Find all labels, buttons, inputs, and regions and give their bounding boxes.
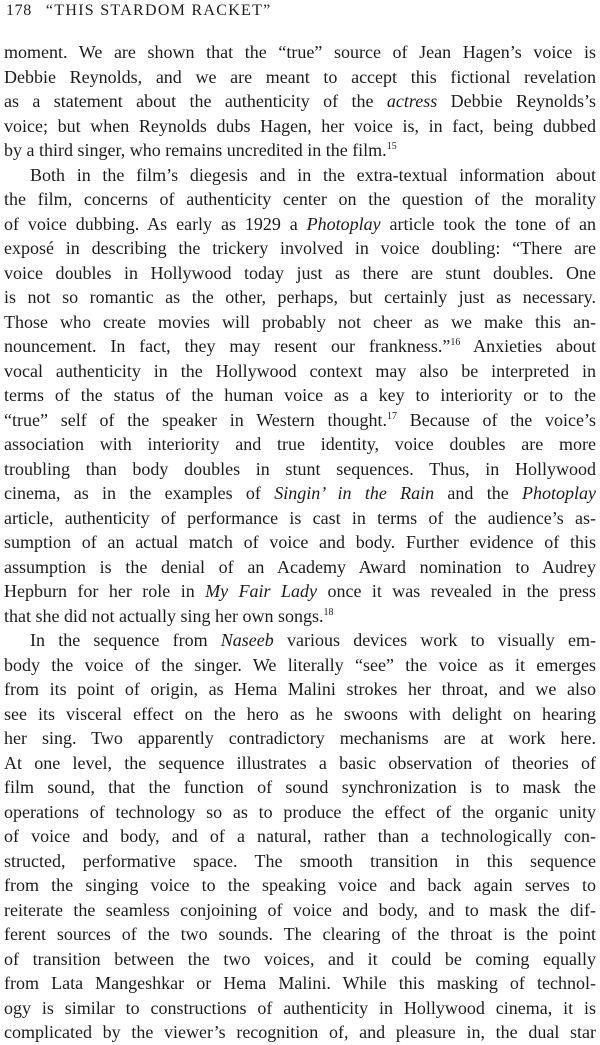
footnote-marker: 16 bbox=[450, 337, 461, 348]
text-line bbox=[4, 408, 596, 433]
text-segment: see its visceral effect on the hero as he swoons with delight on hearing bbox=[4, 703, 596, 724]
text-line bbox=[4, 457, 596, 482]
text-line bbox=[4, 334, 596, 359]
text-line bbox=[4, 261, 596, 286]
text-segment: her sing. Two apparently contradictory mechanisms are at work here. bbox=[4, 728, 596, 748]
text-segment: reiterate the seamless conjoining of voice and body, and to mask the dif- bbox=[4, 899, 596, 920]
italic-text: Naseeb bbox=[220, 630, 274, 650]
text-line bbox=[4, 163, 596, 188]
text-segment: sumption of an actual match of voice and body. Further evidence of this bbox=[4, 532, 596, 552]
text-line bbox=[4, 604, 596, 629]
text-segment: as a statement about the authenticity of the bbox=[4, 91, 387, 111]
text-line bbox=[4, 996, 596, 1021]
text-segment: Both in the film’s diegesis and in the extra-textual information about bbox=[30, 164, 596, 185]
italic-text: Photoplay bbox=[521, 483, 596, 503]
text-segment: article, authenticity of performance is cast in terms of the audience’s as- bbox=[4, 507, 596, 528]
text-segment: assumption is the denial of an Academy Award nomination to Audrey bbox=[4, 556, 596, 577]
text-segment: body the voice of the singer. We literally “see” the voice as it emerges bbox=[4, 654, 596, 675]
text-line bbox=[4, 212, 596, 237]
italic-text: Photoplay bbox=[306, 213, 381, 234]
text-line bbox=[4, 383, 596, 408]
text-line bbox=[4, 849, 596, 874]
footnote-marker: 17 bbox=[387, 410, 397, 422]
text-segment: exposé in describing the trickery involved in voice doubling: “There are bbox=[4, 238, 596, 258]
text-segment: article took the tone of an bbox=[380, 213, 596, 234]
text-line bbox=[4, 481, 596, 506]
text-segment: of transition between the two voices, and it could be coming equally bbox=[4, 948, 596, 969]
text-segment: “true” self of the speaker in Western thought. bbox=[4, 409, 387, 430]
text-segment: Debbie Reynolds’s bbox=[437, 91, 596, 111]
text-line bbox=[4, 432, 596, 457]
text-line bbox=[4, 702, 596, 727]
text-segment: At one level, the sequence illustrates a basic observation of theories of bbox=[4, 752, 596, 773]
page-header bbox=[6, 2, 272, 28]
text-line bbox=[4, 824, 596, 849]
text-line bbox=[4, 751, 596, 776]
text-line bbox=[4, 285, 596, 310]
text-segment: structed, performative space. The smooth transition in this sequence bbox=[4, 850, 596, 871]
text-segment: ferent sources of the two sounds. The clearing of the throat is the point bbox=[4, 924, 596, 944]
text-segment: the film, concerns of authenticity center on the question of the morality bbox=[4, 189, 596, 209]
text-segment: film sound, that the function of sound synchronization is to mask the bbox=[4, 777, 596, 797]
body-text bbox=[4, 40, 596, 1045]
text-line bbox=[4, 310, 596, 335]
text-segment: various devices work to visually em- bbox=[273, 630, 596, 650]
text-segment: ogy is similar to constructions of authenticity in Hollywood cinema, it is bbox=[4, 997, 596, 1018]
text-segment: of voice dubbing. As early as 1929 a bbox=[4, 213, 307, 234]
text-line bbox=[4, 187, 596, 212]
text-segment: In the sequence from bbox=[30, 630, 221, 650]
text-line bbox=[4, 653, 596, 678]
text-line bbox=[4, 530, 596, 555]
text-segment: Hepburn for her role in bbox=[4, 581, 206, 601]
text-segment: moment. We are shown that the “true” source of Jean Hagen’s voice is bbox=[4, 42, 596, 62]
text-segment: voice; but when Reynolds dubs Hagen, her voice is, in fact, being dubbed bbox=[4, 115, 596, 136]
text-segment: from the singing voice to the speaking voice and back again serves to bbox=[4, 875, 596, 895]
text-segment: vocal authenticity in the Hollywood context may also be interpreted in bbox=[4, 360, 596, 381]
italic-text: My Fair Lady bbox=[205, 581, 318, 601]
text-line bbox=[4, 40, 596, 65]
text-segment: of voice and body, and of a natural, rather than a technologically con- bbox=[4, 826, 596, 846]
text-segment: complicated by the viewer’s recognition of, and pleasure in, the dual star bbox=[4, 1022, 596, 1042]
text-line bbox=[4, 726, 596, 751]
text-segment: from its point of origin, as Hema Malini strokes her throat, and we also bbox=[4, 679, 596, 699]
text-line bbox=[4, 506, 596, 531]
text-segment: operations of technology so as to produce the effect of the organic unity bbox=[4, 801, 596, 822]
text-line bbox=[4, 236, 596, 261]
text-line bbox=[4, 677, 596, 702]
text-segment: that she did not actually sing her own songs. bbox=[4, 605, 324, 626]
text-line bbox=[4, 947, 596, 972]
page-number: 178 bbox=[6, 2, 32, 19]
text-line bbox=[4, 138, 596, 163]
text-segment: association with interiority and true identity, voice doubles are more bbox=[4, 434, 596, 454]
text-segment: Anxieties about bbox=[460, 336, 596, 356]
text-line bbox=[4, 922, 596, 947]
italic-text: Singin’ in the Rain bbox=[274, 483, 435, 503]
text-line bbox=[4, 775, 596, 800]
text-line bbox=[4, 898, 596, 923]
text-segment: Debbie Reynolds, and we are meant to accept this fictional revelation bbox=[4, 66, 596, 87]
text-line bbox=[4, 65, 596, 90]
text-segment: nouncement. In fact, they may resent our frankness.” bbox=[4, 336, 451, 356]
text-segment: Because of the voice’s bbox=[397, 409, 596, 430]
text-segment: once it was revealed in the press bbox=[317, 581, 596, 601]
text-line bbox=[4, 359, 596, 384]
text-line bbox=[4, 1020, 596, 1045]
footnote-marker: 18 bbox=[323, 606, 334, 618]
text-line bbox=[4, 555, 596, 580]
text-segment: from Lata Mangeshkar or Hema Malini. While this masking of technol- bbox=[4, 973, 596, 993]
text-line bbox=[4, 579, 596, 604]
italic-text: actress bbox=[386, 91, 438, 111]
text-segment: Those who create movies will probably not cheer as we make this an- bbox=[4, 311, 596, 332]
text-segment: by a third singer, who remains uncredited in the film. bbox=[4, 140, 387, 160]
text-line bbox=[4, 971, 596, 996]
text-segment: and the bbox=[434, 483, 522, 503]
text-line bbox=[4, 628, 596, 653]
text-line bbox=[4, 114, 596, 139]
text-segment: voice doubles in Hollywood today just as there are stunt doubles. One bbox=[4, 262, 596, 283]
text-line bbox=[4, 873, 596, 898]
text-segment: cinema, as in the examples of bbox=[4, 483, 275, 503]
text-segment: troubling than body doubles in stunt sequences. Thus, in Hollywood bbox=[4, 458, 596, 479]
text-segment: terms of the status of the human voice as a key to interiority or to the bbox=[4, 385, 596, 405]
footnote-marker: 15 bbox=[386, 141, 397, 152]
text-segment: is not so romantic as the other, perhaps, but certainly just as necessary. bbox=[4, 287, 596, 307]
text-line bbox=[4, 800, 596, 825]
running-head: “THIS STARDOM RACKET” bbox=[45, 2, 272, 19]
text-line bbox=[4, 89, 596, 114]
